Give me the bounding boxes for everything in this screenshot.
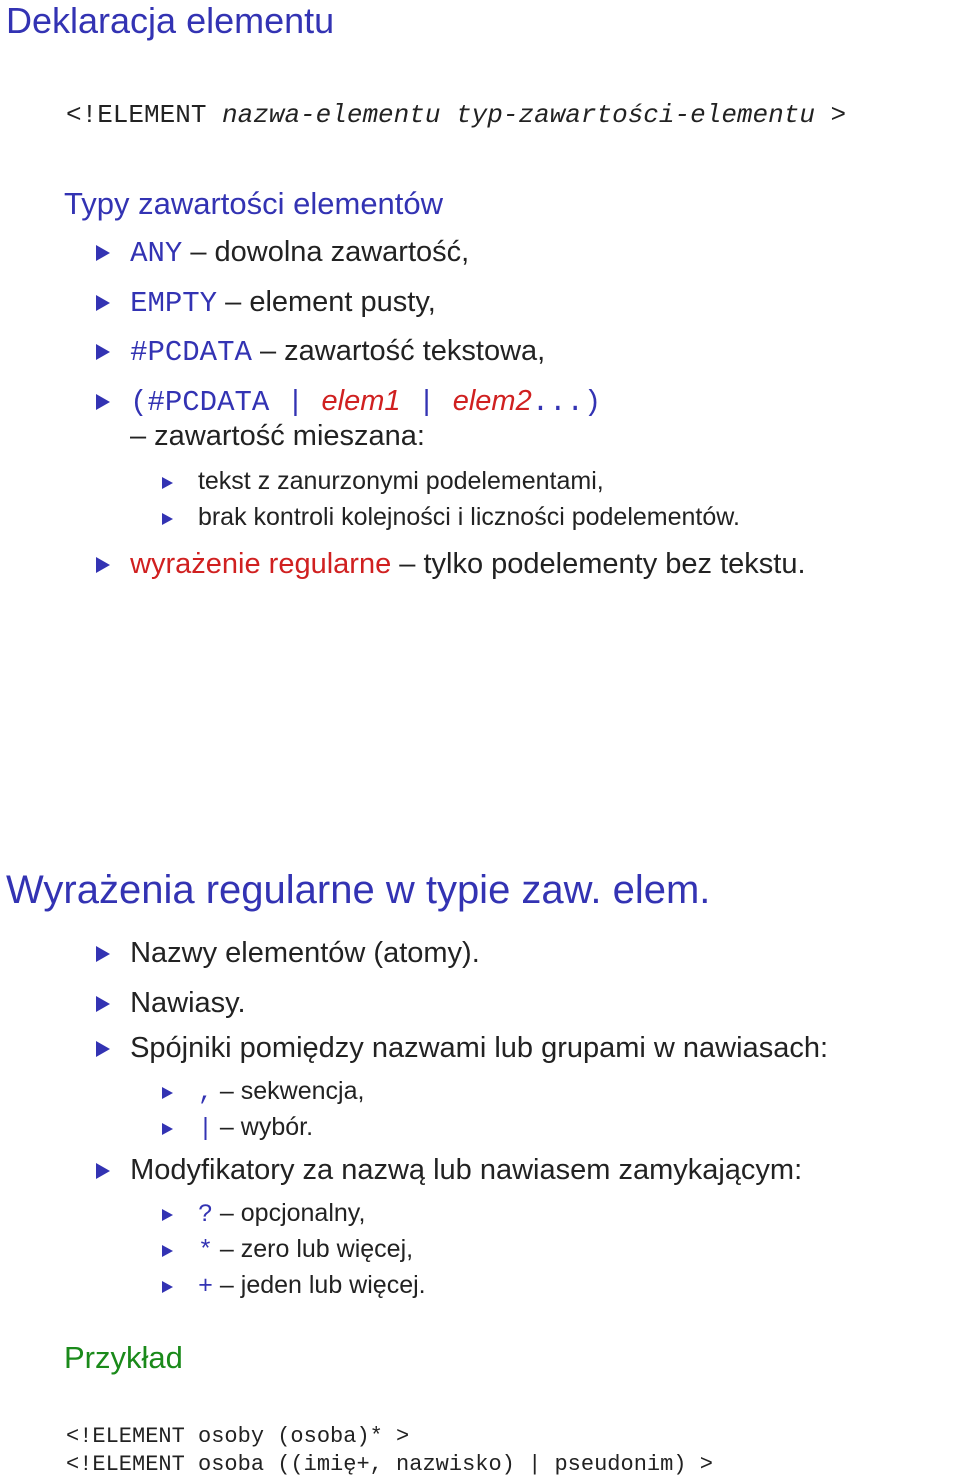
- decl-prefix: <!ELEMENT: [66, 100, 223, 130]
- sub-text: – zero lub więcej,: [212, 1235, 414, 1263]
- item-text: – tylko podelementy bez tekstu.: [391, 548, 806, 580]
- bullet-triangle-icon: [162, 1281, 173, 1293]
- sublist-item-one-or-more: [162, 1271, 426, 1301]
- code-mixed-close: ...): [531, 386, 602, 419]
- bullet-triangle-icon: [162, 1209, 173, 1221]
- bullet-triangle-icon: [162, 513, 173, 525]
- bullet-triangle-icon: [162, 1245, 173, 1257]
- bullet-triangle-icon: [96, 394, 110, 410]
- item-text: Nawiasy.: [130, 987, 246, 1019]
- bullet-triangle-icon: [96, 557, 110, 573]
- code-empty: EMPTY: [130, 287, 218, 320]
- bullet-triangle-icon: [96, 1163, 110, 1179]
- code-any: ANY: [130, 237, 183, 270]
- list-item-mixed: [96, 385, 601, 419]
- decl-suffix: >: [814, 100, 847, 130]
- item-text: – element pusty,: [217, 286, 436, 318]
- bullet-triangle-icon: [96, 344, 110, 360]
- content-types-heading: Typy zawartości elementów: [64, 186, 444, 221]
- sublist-item-no-control: [162, 503, 740, 532]
- mixed-description: – zawartość mieszana:: [130, 420, 425, 452]
- list-item-pcdata: [96, 335, 545, 369]
- bullet-triangle-icon: [96, 245, 110, 261]
- bullet-triangle-icon: [96, 946, 110, 962]
- mixed-separator: |: [400, 386, 453, 419]
- slide-title: Deklaracja elementu: [6, 0, 335, 41]
- sublist-item-embedded: [162, 467, 604, 496]
- list-item-empty: [96, 286, 436, 320]
- sublist-item-choice: [162, 1113, 313, 1143]
- mixed-elem2: elem2: [452, 385, 532, 417]
- bullet-triangle-icon: [162, 1123, 173, 1135]
- bullet-triangle-icon: [162, 1087, 173, 1099]
- sublist-item-sequence: [162, 1077, 364, 1107]
- code-star: *: [197, 1236, 213, 1265]
- bullet-triangle-icon: [162, 477, 173, 489]
- list-item-modifiers: [96, 1154, 802, 1187]
- sublist-item-zero-or-more: [162, 1235, 413, 1265]
- sub-text: – sekwencja,: [212, 1077, 365, 1105]
- example-code-line-1: <!ELEMENT osoby (osoba)* >: [66, 1424, 410, 1449]
- sublist-item-optional: [162, 1199, 365, 1229]
- bullet-triangle-icon: [96, 1041, 110, 1057]
- code-comma: ,: [197, 1078, 213, 1107]
- code-question: ?: [197, 1200, 213, 1229]
- mixed-elem1: elem1: [321, 385, 401, 417]
- sub-text: – wybór.: [212, 1113, 314, 1141]
- slide-title: Wyrażenia regularne w typie zaw. elem.: [6, 868, 711, 912]
- example-code-line-2: <!ELEMENT osoba ((imię+, nazwisko) | pseudonim) >: [66, 1452, 713, 1477]
- code-pcdata: #PCDATA: [130, 336, 252, 369]
- sub-text: brak kontroli kolejności i liczności podelementów.: [197, 503, 740, 531]
- sub-text: – jeden lub więcej.: [212, 1271, 426, 1299]
- decl-content-type: typ-zawartości-elementu: [456, 100, 815, 130]
- decl-element-name: nazwa-elementu: [222, 100, 441, 130]
- list-item-atoms: [96, 937, 480, 970]
- list-item-parens: [96, 987, 246, 1020]
- example-heading: Przykład: [64, 1340, 183, 1375]
- item-text: Nazwy elementów (atomy).: [130, 937, 480, 969]
- regex-label: wyrażenie regularne: [130, 548, 392, 580]
- code-mixed-open: (#PCDATA |: [130, 386, 322, 419]
- item-text: – dowolna zawartość,: [182, 236, 470, 268]
- list-item-any: [96, 236, 469, 270]
- sub-text: – opcjonalny,: [212, 1199, 366, 1227]
- element-declaration-syntax: [66, 100, 846, 130]
- sub-text: tekst z zanurzonymi podelementami,: [197, 467, 604, 495]
- bullet-triangle-icon: [96, 996, 110, 1012]
- list-item-connectors: [96, 1032, 828, 1065]
- code-plus: +: [197, 1272, 213, 1301]
- item-text: Spójniki pomiędzy nazwami lub grupami w nawiasach:: [130, 1032, 829, 1064]
- bullet-triangle-icon: [96, 295, 110, 311]
- list-item-regex: [96, 548, 806, 581]
- code-pipe: |: [197, 1114, 213, 1143]
- item-text: Modyfikatory za nazwą lub nawiasem zamykającym:: [130, 1154, 803, 1186]
- item-text: – zawartość tekstowa,: [251, 335, 546, 367]
